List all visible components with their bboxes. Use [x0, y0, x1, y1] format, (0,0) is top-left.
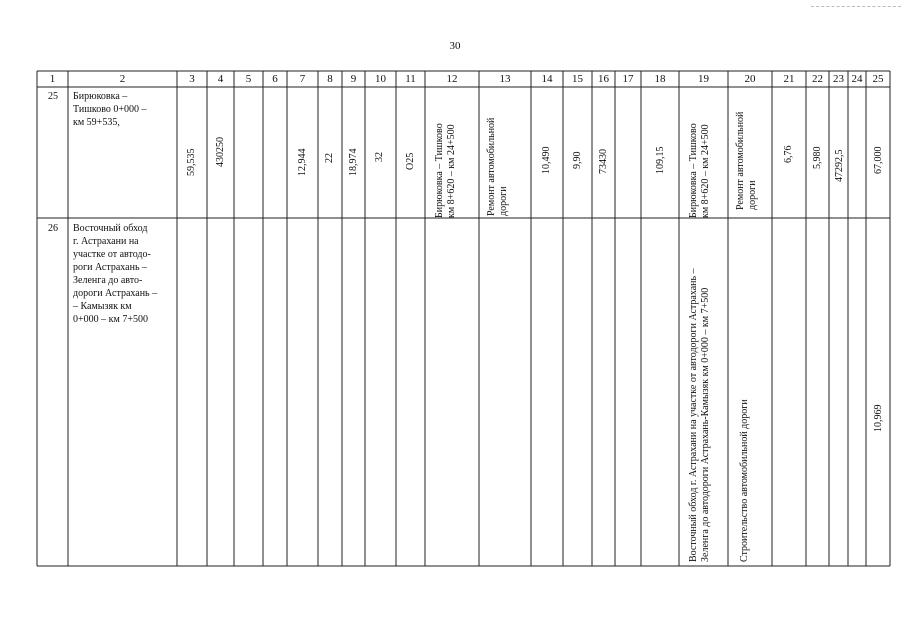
- section-cell: Бирюковка – Тишково км 8+620 – км 24+500: [434, 123, 457, 218]
- value-cell: 10,969: [873, 404, 884, 432]
- col-header-20: 20: [744, 73, 756, 85]
- work-type-cell: Ремонт автомобильной дороги: [486, 117, 509, 216]
- value-cell: 10,490: [541, 146, 552, 174]
- code-cell: О25: [405, 152, 416, 170]
- col-header-12: 12: [446, 73, 458, 85]
- scan-artifact: [811, 0, 901, 7]
- value-cell: 22: [324, 153, 335, 163]
- value-cell: 109,15: [655, 146, 666, 174]
- row-number: 26: [48, 223, 58, 234]
- col-header-15: 15: [572, 73, 583, 85]
- col-header-18: 18: [654, 73, 666, 85]
- value-cell: 67,000: [873, 146, 884, 174]
- work-type-cell: Ремонт автомобильной дороги: [735, 111, 758, 210]
- col-header-23: 23: [833, 73, 844, 85]
- length-km-cell: 59,535: [186, 148, 197, 176]
- col-header-9: 9: [350, 73, 357, 85]
- col-header-19: 19: [698, 73, 709, 85]
- col-header-3: 3: [189, 73, 195, 85]
- road-name-cell: Бирюковка – Тишково 0+000 – км 59+535,: [73, 91, 147, 128]
- road-name-cell: Восточный обход г. Астрахани на участке от автодо- роги Астрахань – Зеленга до авто- дороги Астрахань – – Камызяк км 0+000 – км 7+500: [73, 223, 158, 325]
- value-cell: 5,980: [812, 146, 823, 169]
- col-header-7: 7: [299, 73, 306, 85]
- col-header-1: 1: [49, 73, 56, 85]
- section-cell: Бирюковка – Тишково км 8+620 – км 24+500: [688, 123, 711, 218]
- col-header-14: 14: [541, 73, 553, 85]
- value-cell: 47292,5: [834, 149, 845, 182]
- value-cell: 9,90: [572, 151, 583, 169]
- col-header-11: 11: [405, 73, 416, 85]
- col-header-24: 24: [851, 73, 863, 85]
- work-type-cell: Строительство автомобильной дороги: [739, 399, 750, 562]
- col-header-25: 25: [872, 73, 884, 85]
- cost-cell: 430250: [215, 137, 226, 167]
- col-header-5: 5: [245, 73, 252, 85]
- row-number: 25: [48, 91, 58, 102]
- col-header-10: 10: [375, 73, 386, 85]
- value-cell: 73430: [598, 149, 609, 174]
- col-header-13: 13: [499, 73, 511, 85]
- page-number: 30: [449, 40, 461, 52]
- col-header-17: 17: [622, 73, 634, 85]
- col-header-8: 8: [327, 73, 333, 85]
- col-header-2: 2: [119, 73, 126, 85]
- value-cell: 18,974: [348, 148, 359, 176]
- section-cell: Восточный обход г. Астрахани на участке от автодороги Астрахань – Зеленга до автодороги Астрахань-Камызяк км 0+000 – км 7+500: [688, 268, 711, 562]
- value-cell: 12,944: [297, 148, 308, 176]
- col-header-16: 16: [598, 73, 609, 85]
- col-header-6: 6: [272, 73, 278, 85]
- col-header-21: 21: [783, 73, 795, 85]
- value-cell: 32: [374, 152, 385, 162]
- col-header-4: 4: [217, 73, 224, 85]
- col-header-22: 22: [812, 73, 823, 85]
- value-cell: 6,76: [783, 145, 794, 163]
